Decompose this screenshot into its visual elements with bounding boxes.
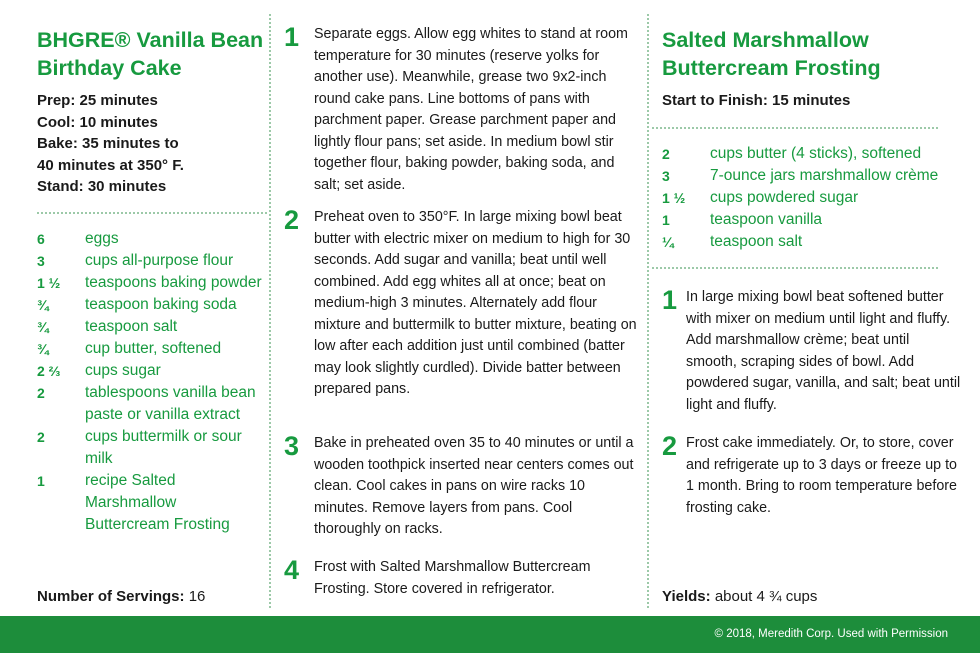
servings-label: Number of Servings: (37, 588, 185, 605)
ingredient-qty: 1 ½ (37, 275, 61, 291)
frosting-step-1 (662, 287, 962, 416)
frosting-step-2 (662, 433, 962, 519)
ingredient-desc: teaspoon salt (710, 233, 803, 250)
ingredient-qty: 1 (37, 473, 45, 489)
ingredient-row (37, 316, 265, 338)
step-text: Bake in preheated oven 35 to 40 minutes or until a wooden toothpick inserted near centers comes out clean. Cool cakes in pans on wire racks 10 minutes. Remove layers from pans. Cool thoroughly on racks. (314, 435, 634, 537)
ingredient-row (37, 470, 265, 536)
cake-step-3 (284, 433, 639, 541)
yields (662, 587, 817, 607)
frosting-ingredients (662, 143, 962, 253)
ingredient-qty: 6 (37, 231, 45, 247)
ingredient-desc: recipe Salted Marshmallow Buttercream Frosting (85, 472, 230, 533)
cake-title: BHGRE® Vanilla Bean Birthday Cake (37, 28, 264, 80)
step-text: Frost with Salted Marshmallow Buttercream Frosting. Store covered in refrigerator. (314, 559, 591, 597)
ingredient-qty: 2 (662, 146, 670, 162)
ingredient-desc: eggs (85, 230, 119, 247)
step-number: 3 (284, 431, 300, 461)
ingredient-row (37, 338, 265, 360)
yields-label: Yields: (662, 588, 711, 605)
ingredient-qty: 2 (37, 385, 45, 401)
ingredient-qty: 2 ⅔ (37, 363, 61, 379)
ingredient-desc: cups sugar (85, 362, 161, 379)
ingredient-row (662, 165, 962, 187)
ingredient-row (37, 382, 265, 426)
ingredient-desc: cups buttermilk or sour milk (85, 428, 242, 467)
cake-step-2 (284, 207, 639, 401)
column-divider-2 (647, 14, 649, 608)
frosting-title: Salted Marshmallow Buttercream Frosting (662, 28, 881, 80)
ingredient-row (37, 360, 265, 382)
ingredient-desc: cups powdered sugar (710, 189, 859, 206)
cake-divider (37, 212, 267, 214)
cake-ingredients (37, 228, 265, 536)
ingredient-desc: teaspoons baking powder (85, 274, 262, 291)
ingredient-qty: ¾ (37, 319, 49, 335)
step-number: 1 (284, 22, 300, 52)
ingredient-desc: cup butter, softened (85, 340, 222, 357)
step-number: 1 (662, 285, 678, 315)
ingredient-row (662, 187, 962, 209)
servings-value: 16 (188, 588, 206, 605)
ingredient-qty: ¾ (37, 297, 49, 313)
ingredient-row (37, 294, 265, 316)
ingredient-row (37, 250, 265, 272)
yields-value: about 4 ¾ cups (714, 588, 818, 605)
ingredient-qty: 1 ½ (662, 190, 686, 206)
frosting-divider-bottom (652, 267, 938, 269)
ingredient-qty: ¼ (662, 234, 674, 250)
ingredient-desc: cups all-purpose flour (85, 252, 234, 269)
step-text: Frost cake immediately. Or, to store, cover and refrigerate up to 3 days or freeze up to 1 month. Bring to room temperature before frosting cake. (686, 435, 958, 516)
ingredient-qty: 3 (37, 253, 45, 269)
step-text: Preheat oven to 350°F. In large mixing bowl beat butter with electric mixer on medium to high for 30 seconds. Add sugar and vanilla; beat until well combined. Add egg whites all at once; beat on medium-high 3 minutes. Alternately add flour mixture and buttermilk to butter mixture, beating on low after each addition just until combined (batter may look slightly curdled). Divide batter between prepared pans. (314, 209, 637, 397)
step-number: 2 (662, 431, 678, 461)
step-number: 2 (284, 205, 300, 235)
ingredient-qty: ¾ (37, 341, 49, 357)
footer-bar (0, 616, 980, 653)
ingredient-qty: 3 (662, 168, 670, 184)
cake-times: Prep: 25 minutes Cool: 10 minutes Bake: 35 minutes to 40 minutes at 350° F. Stand: 30 minutes (37, 92, 184, 195)
ingredient-desc: teaspoon salt (85, 318, 178, 335)
ingredient-row (37, 426, 265, 470)
ingredient-row (662, 143, 962, 165)
ingredient-row (37, 228, 265, 250)
ingredient-desc: 7-ounce jars marshmallow crème (710, 167, 939, 184)
ingredient-desc: cups butter (4 sticks), softened (710, 145, 922, 162)
ingredient-qty: 1 (662, 212, 670, 228)
copyright: © 2018, Meredith Corp. Used with Permission (714, 628, 948, 640)
ingredient-desc: teaspoon vanilla (710, 211, 823, 228)
step-text: In large mixing bowl beat softened butter with mixer on medium until light and fluffy. Add marshmallow crème; beat until smooth, scraping sides of bowl. Add powdered sugar, vanilla, and salt; beat until light and fluffy. (686, 289, 961, 413)
ingredient-desc: tablespoons vanilla bean paste or vanilla extract (85, 384, 256, 423)
frosting-times: Start to Finish: 15 minutes (662, 92, 851, 109)
step-number: 4 (284, 555, 300, 585)
cake-step-4 (284, 557, 639, 600)
column-divider-1 (269, 14, 271, 608)
cake-step-1 (284, 24, 639, 196)
ingredient-row (37, 272, 265, 294)
ingredient-row (662, 209, 962, 231)
ingredient-row (662, 231, 962, 253)
servings (37, 587, 205, 607)
frosting-divider-top (652, 127, 938, 129)
ingredient-desc: teaspoon baking soda (85, 296, 237, 313)
ingredient-qty: 2 (37, 429, 45, 445)
step-text: Separate eggs. Allow egg whites to stand at room temperature for 30 minutes (reserve yolks for another use). Meanwhile, grease two 9x2-inch round cake pans. Line bottoms of pans with parchment paper. Grease parchment paper and lightly flour pans; set aside. In medium bowl stir together flour, baking powder, baking soda, and salt; set aside. (314, 26, 628, 193)
